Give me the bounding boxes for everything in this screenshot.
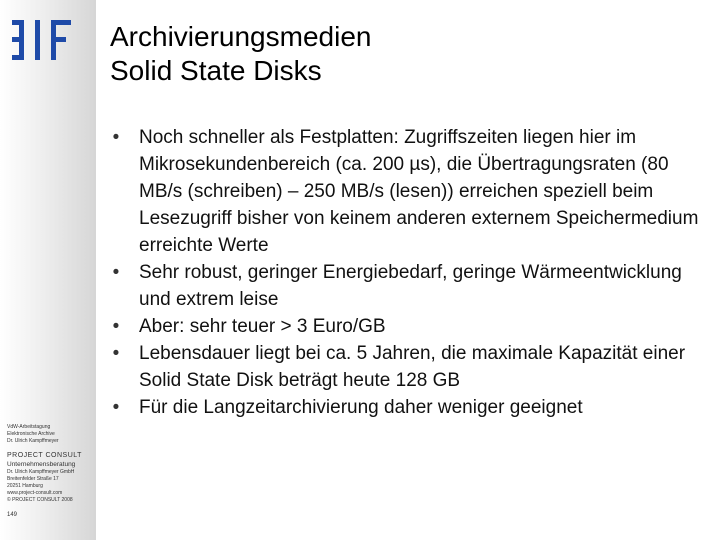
page-number: 149: [7, 512, 18, 518]
bullet-item: [110, 394, 710, 421]
bullet-icon: •: [112, 316, 120, 337]
bullet-text: Für die Langzeitarchivierung daher weniger geeignet: [139, 397, 583, 418]
bullet-item: [110, 124, 710, 259]
bullet-icon: •: [112, 127, 120, 148]
company-subtitle: Unternehmensberatung: [7, 461, 76, 468]
address-line: 20251 Hamburg: [7, 483, 43, 489]
bullet-item: [110, 340, 710, 394]
company-name: PROJECT CONSULT: [7, 452, 82, 459]
slide-title: [110, 20, 371, 88]
address-line: Breitenfelder Straße 17: [7, 476, 59, 482]
meta-line: Dr. Ulrich Kampffmeyer: [7, 438, 59, 444]
bullet-list: [110, 124, 710, 421]
copyright: © PROJECT CONSULT 2008: [7, 497, 73, 503]
title-line-2: Solid State Disks: [110, 55, 322, 86]
title-line-1: Archivierungsmedien: [110, 21, 372, 52]
bullet-text: Sehr robust, geringer Energiebedarf, geringe Wärmeentwicklung und extrem leise: [139, 262, 682, 310]
bullet-icon: •: [112, 397, 120, 418]
bullet-icon: •: [112, 262, 120, 283]
bullet-item: [110, 259, 710, 313]
bullet-icon: •: [112, 343, 120, 364]
meta-line: Elektronische Archive: [7, 431, 55, 437]
website-link[interactable]: www.project-consult.com: [7, 490, 63, 496]
meta-line: VdW-Arbeitstagung: [7, 424, 51, 430]
bullet-item: [110, 313, 710, 340]
bullet-text: Aber: sehr teuer > 3 Euro/GB: [139, 316, 386, 337]
sidebar-footer: [7, 424, 97, 519]
bullet-text: Lebensdauer liegt bei ca. 5 Jahren, die maximale Kapazität einer Solid State Disk beträgt heute 128 GB: [139, 343, 686, 391]
address-line: Dr. Ulrich Kampffmeyer GmbH: [7, 469, 75, 475]
project-consult-logo: [12, 20, 82, 60]
bullet-text: Noch schneller als Festplatten: Zugriffszeiten liegen hier im Mikrosekundenbereich (ca. 200 µs), die Übertragungsraten (80 MB/s (schreiben) – 250 MB/s (lesen)) erreichen speziell beim Lesezugriff bisher von keinem anderen externem Speichermedium erreichte Werte: [139, 127, 699, 256]
